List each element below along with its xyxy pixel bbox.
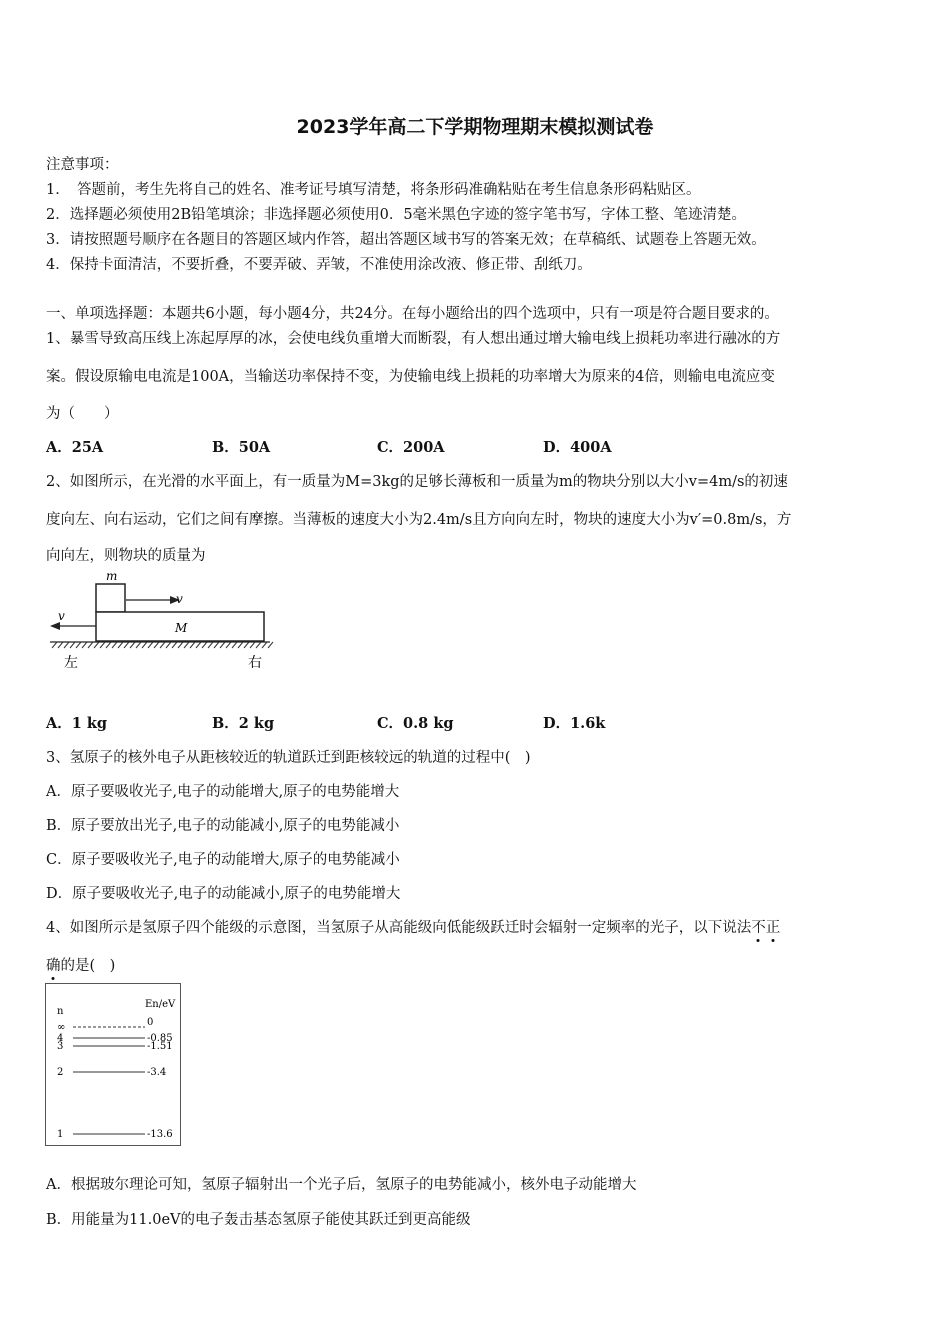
notice-item-3: 3．请按照题号顺序在各题目的答题区域内作答，超出答题区域书写的答案无效；在草稿纸、试题卷上答题无效。 [46, 232, 766, 248]
label-v-left: v [58, 609, 65, 623]
level-n-label: 3 [57, 1041, 64, 1052]
q2-line-2: 度向左、向右运动，它们之间有摩擦。当薄板的速度大小为2.4m/s且方向向左时，物块的速度大小为v′=0.8m/s，方 [46, 512, 792, 528]
n-axis-label: n [57, 1006, 64, 1017]
hatch-mark [178, 642, 183, 648]
hatch-mark [160, 642, 165, 648]
section-heading: 一、单项选择题：本题共6小题，每小题4分，共24分。在每小题给出的四个选项中，只有一项是符合题目要求的。 [46, 306, 779, 322]
energy-axis-label: En/eV [145, 999, 176, 1010]
level-n-label: 2 [57, 1067, 64, 1078]
q2-line-1: 2、如图所示，在光滑的水平面上，有一质量为M=3kg的足够长薄板和一质量为m的物块分别以大小v=4m/s的初速 [46, 474, 788, 490]
q1-line-2: 案。假设原输电电流是100A，当输送功率保持不变，为使输电线上损耗的功率增大为原来的4倍，则输电电流应变 [46, 369, 775, 385]
q2-option-d: D．1.6k [543, 715, 606, 732]
hatch-mark [184, 642, 189, 648]
hatch-mark [172, 642, 177, 648]
label-right: 右 [248, 655, 262, 671]
level-energy-label: -0.85 [147, 1033, 173, 1044]
ground-hatch [52, 642, 273, 648]
q1-option-c: C．200A [377, 439, 445, 456]
label-m: m [106, 569, 118, 583]
hatch-mark [262, 642, 267, 648]
hatch-mark [190, 642, 195, 648]
arrow-left-head [50, 622, 60, 630]
hatch-mark [82, 642, 87, 648]
q4-stem-line-2 [46, 954, 115, 975]
hatch-mark [196, 642, 201, 648]
hatch-mark [64, 642, 69, 648]
level-energy-label: -1.51 [147, 1041, 173, 1052]
page-title: 2023学年高二下学期物理期末模拟测试卷 [296, 116, 654, 138]
hatch-mark [106, 642, 111, 648]
q4-stem-tail: 的是( ) [60, 958, 116, 974]
notice-heading: 注意事项： [46, 157, 119, 173]
q4-stem-text: 4、如图所示是氢原子四个能级的示意图，当氢原子从高能级向低能级跃迁时会辐射一定频率的光子，以下说法 [46, 920, 752, 936]
q1-line-3: 为（ ） [46, 406, 119, 422]
level-n-label: ∞ [57, 1022, 66, 1033]
hatch-mark [256, 642, 261, 648]
q4-emphasis-1: 不 [751, 920, 766, 936]
hatch-mark [208, 642, 213, 648]
hatch-mark [130, 642, 135, 648]
label-v-right: v [176, 592, 183, 606]
hatch-mark [268, 642, 273, 648]
hatch-mark [154, 642, 159, 648]
q1-line-1: 1、暴雪导致高压线上冻起厚厚的冰，会使电线负重增大而断裂，有人想出通过增大输电线上损耗功率进行融冰的方 [46, 331, 781, 347]
notice-item-1: 1． 答题前，考生先将自己的姓名、准考证号填写清楚，将条形码准确粘贴在考生信息条形码粘贴区。 [46, 182, 701, 198]
hatch-mark [112, 642, 117, 648]
q2-figure [44, 566, 276, 674]
hatch-mark [70, 642, 75, 648]
level-energy-label: -3.4 [147, 1067, 167, 1078]
level-n-label: 4 [57, 1033, 64, 1044]
q3-option-b: B．原子要放出光子,电子的动能减小,原子的电势能减小 [46, 818, 400, 834]
hatch-mark [232, 642, 237, 648]
label-left: 左 [64, 655, 78, 671]
hatch-mark [220, 642, 225, 648]
hatch-mark [76, 642, 81, 648]
notice-item-2: 2．选择题必须使用2B铅笔填涂；非选择题必须使用0．5毫米黑色字迹的签字笔书写，字体工整、笔迹清楚。 [46, 207, 747, 223]
block-m [96, 584, 125, 612]
q3-option-a: A．原子要吸收光子,电子的动能增大,原子的电势能增大 [46, 784, 400, 800]
hatch-mark [118, 642, 123, 648]
q4-option-b: B．用能量为11.0eV的电子轰击基态氢原子能使其跃迁到更高能级 [46, 1212, 471, 1228]
hatch-mark [100, 642, 105, 648]
hatch-mark [250, 642, 255, 648]
hatch-mark [94, 642, 99, 648]
hatch-mark [238, 642, 243, 648]
notice-item-4: 4．保持卡面清洁，不要折叠，不要弄破、弄皱，不准使用涂改液、修正带、刮纸刀。 [46, 257, 592, 273]
level-n-label: 1 [57, 1129, 64, 1140]
hatch-mark [226, 642, 231, 648]
hatch-mark [166, 642, 171, 648]
label-M: M [175, 621, 188, 635]
hatch-mark [58, 642, 63, 648]
q1-option-a: A．25A [46, 439, 104, 456]
level-energy-label: -13.6 [147, 1129, 173, 1140]
energy-level-figure [45, 983, 183, 1147]
q4-emphasis-3: 确 [46, 958, 61, 974]
q3-option-d: D．原子要吸收光子,电子的动能减小,原子的电势能增大 [46, 886, 401, 902]
q3-stem: 3、氢原子的核外电子从距核较近的轨道跃迁到距核较远的轨道的过程中( ) [46, 750, 531, 766]
q2-option-b: B．2 kg [212, 715, 275, 732]
hatch-mark [88, 642, 93, 648]
hatch-mark [136, 642, 141, 648]
q4-stem-line-1 [46, 916, 780, 937]
q2-line-3: 向向左，则物块的质量为 [46, 548, 206, 564]
hatch-mark [142, 642, 147, 648]
hatch-mark [214, 642, 219, 648]
hatch-mark [244, 642, 249, 648]
hatch-mark [124, 642, 129, 648]
q2-option-c: C．0.8 kg [377, 715, 454, 732]
hatch-mark [52, 642, 57, 648]
q4-emphasis-2: 正 [765, 920, 781, 936]
q1-option-b: B．50A [212, 439, 271, 456]
q1-option-d: D．400A [543, 439, 612, 456]
hatch-mark [202, 642, 207, 648]
q2-option-a: A．1 kg [46, 715, 108, 732]
level-energy-label: 0 [147, 1017, 154, 1028]
hatch-mark [148, 642, 153, 648]
q3-option-c: C．原子要吸收光子,电子的动能增大,原子的电势能减小 [46, 852, 400, 868]
q4-option-a: A．根据玻尔理论可知，氢原子辐射出一个光子后，氢原子的电势能减小，核外电子动能增大 [46, 1177, 637, 1193]
